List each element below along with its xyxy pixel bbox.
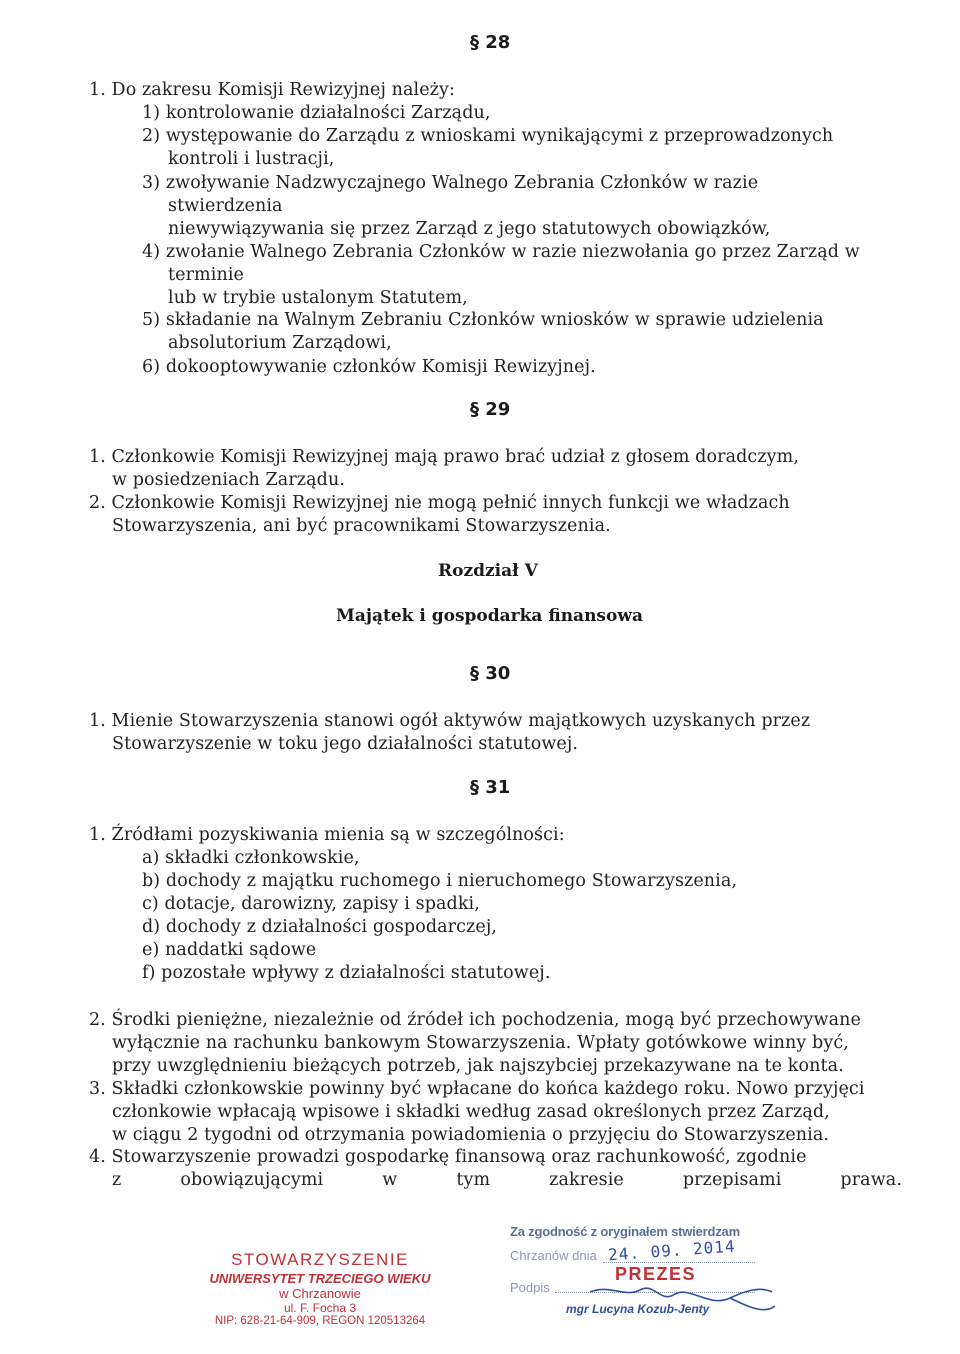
s31-point-3: 3. Składki członkowskie powinny być wpłacane do końca każdego roku. Nowo przyjęci — [89, 1079, 865, 1099]
s28-item-3-cont: stwierdzenia — [168, 196, 283, 216]
s31-item-f: f) pozostałe wpływy z działalności statutowej. — [142, 963, 551, 983]
s28-item-3-cont2: niewywiązywania się przez Zarząd z jego statutowych obowiązków, — [168, 219, 771, 239]
handwritten-signature — [580, 1264, 780, 1324]
handwritten-date: 24. 09. 2014 — [607, 1236, 737, 1265]
s28-item-5-cont: absolutorium Zarządowi, — [168, 333, 392, 353]
s30-point-1: 1. Mienie Stowarzyszenia stanowi ogół aktywów majątkowych uzyskanych przez — [89, 711, 811, 731]
s31-point-2-cont2: przy uwzględnieniu bieżących potrzeb, jak najszybciej przekazywane na te konta. — [112, 1056, 844, 1076]
date-line — [603, 1262, 755, 1263]
s31-point-1: 1. Źródłami pozyskiwania mienia są w szczególności: — [89, 825, 565, 845]
s28-point-1: 1. Do zakresu Komisji Rewizyjnej należy: — [89, 80, 455, 100]
stamp-line-5: NIP: 628-21-64-909, REGON 120513264 — [214, 1315, 426, 1327]
city-date-label: Chrzanów dnia — [510, 1248, 597, 1263]
s28-item-2-cont: kontroli i lustracji, — [168, 149, 335, 169]
s28-item-6: 6) dokooptowywanie członków Komisji Rewizyjnej. — [142, 357, 596, 377]
stamp-line-3: w Chrzanowie — [279, 1286, 361, 1301]
s28-item-3: 3) zwoływanie Nadzwyczajnego Walnego Zebrania Członków w razie — [142, 173, 759, 193]
s31-point-3-cont2: w ciągu 2 tygodni od otrzymania powiadomienia o przyjęciu do Stowarzyszenia. — [112, 1125, 830, 1145]
stamp-line-2: UNIWERSYTET TRZECIEGO WIEKU — [209, 1271, 431, 1286]
certification-line: Za zgodność z oryginałem stwierdzam — [510, 1224, 740, 1239]
s31-item-e: e) naddatki sądowe — [142, 940, 317, 960]
s28-item-4-cont2: lub w trybie ustalonym Statutem, — [168, 288, 468, 308]
stamp-line-1: STOWARZYSZENIE — [231, 1250, 409, 1269]
signature-label: Podpis — [510, 1280, 550, 1295]
certification-stamp — [510, 1224, 770, 1334]
s28-item-5: 5) składanie na Walnym Zebraniu Członków wniosków w sprawie udzielenia — [142, 310, 824, 330]
s31-point-4-cont: z obowiązującymi w tym zakresie przepisami prawa. — [112, 1170, 902, 1190]
chapter-title: Rozdział V — [438, 561, 538, 581]
chapter-subtitle: Majątek i gospodarka finansowa — [336, 606, 643, 626]
s29-point-1-cont: w posiedzeniach Zarządu. — [112, 470, 345, 490]
s31-point-2: 2. Środki pieniężne, niezależnie od źródeł ich pochodzenia, mogą być przechowywane — [89, 1010, 861, 1030]
stamp-line-4: ul. F. Focha 3 — [283, 1301, 357, 1315]
s31-point-3-cont: członkowie wpłacają wpisowe i składki według zasad określonych przez Zarząd, — [112, 1102, 830, 1122]
s31-item-d: d) dochody z działalności gospodarczej, — [142, 917, 498, 937]
s29-point-1: 1. Członkowie Komisji Rewizyjnej mają prawo brać udział z głosem doradczym, — [89, 447, 799, 467]
section-30-heading: § 30 — [470, 663, 511, 684]
president-title: PREZES — [615, 1264, 697, 1284]
s31-point-4: 4. Stowarzyszenie prowadzi gospodarkę finansową oraz rachunkowość, zgodnie — [89, 1147, 807, 1167]
section-29-heading: § 29 — [470, 399, 511, 420]
s31-item-c: c) dotacje, darowizny, zapisy i spadki, — [142, 894, 480, 914]
s28-item-1: 1) kontrolowanie działalności Zarządu, — [142, 103, 491, 123]
s28-item-4: 4) zwołanie Walnego Zebrania Członków w razie niezwołania go przez Zarząd w — [142, 242, 860, 262]
section-31-heading: § 31 — [470, 777, 511, 798]
association-stamp — [205, 1250, 435, 1327]
president-name: mgr Lucyna Kozub-Jenty — [566, 1302, 710, 1316]
s31-item-b: b) dochody z majątku ruchomego i nieruchomego Stowarzyszenia, — [142, 871, 738, 891]
section-28-heading: § 28 — [470, 32, 511, 53]
s31-item-a: a) składki członkowskie, — [142, 848, 360, 868]
s28-item-2: 2) występowanie do Zarządu z wnioskami wynikającymi z przeprowadzonych — [142, 126, 834, 146]
s29-point-2: 2. Członkowie Komisji Rewizyjnej nie mogą pełnić innych funkcji we władzach — [89, 493, 790, 513]
s29-point-2-cont: Stowarzyszenia, ani być pracownikami Stowarzyszenia. — [112, 516, 611, 536]
s28-item-4-cont: terminie — [168, 265, 244, 285]
s31-point-2-cont: wyłącznie na rachunku bankowym Stowarzyszenia. Wpłaty gotówkowe winny być, — [112, 1033, 849, 1053]
s30-point-1-cont: Stowarzyszenie w toku jego działalności statutowej. — [112, 734, 579, 754]
